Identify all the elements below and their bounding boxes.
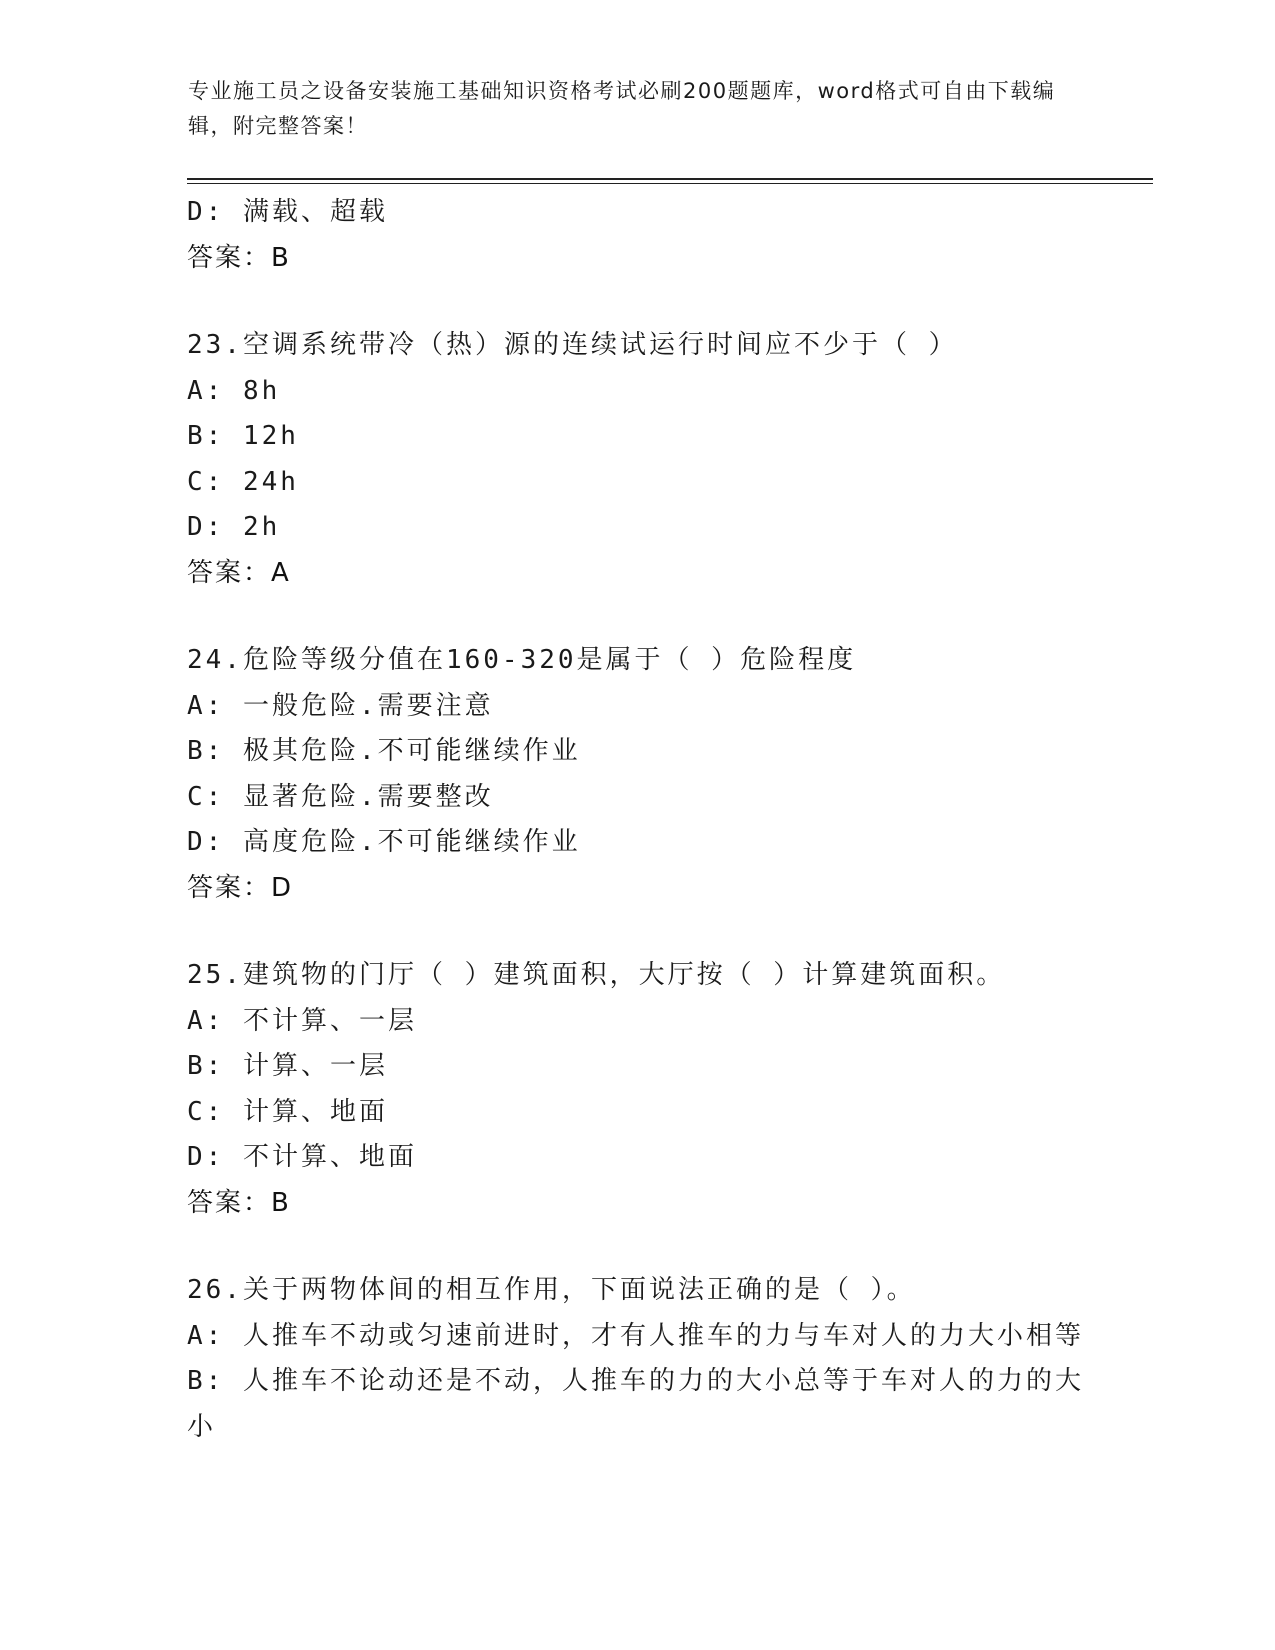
question-continued bbox=[187, 190, 1087, 281]
question-25 bbox=[187, 953, 1087, 1226]
option-b: B: 计算、一层 bbox=[187, 1051, 388, 1081]
header-title: 专业施工员之设备安装施工基础知识资格考试必刷200题题库，word格式可自由下载编辑，附完整答案！ bbox=[188, 79, 1056, 138]
option-c: C: 显著危险.需要整改 bbox=[187, 781, 494, 812]
question-24 bbox=[187, 638, 1087, 911]
answer-line: 答案：D bbox=[187, 872, 294, 903]
question-23 bbox=[187, 323, 1087, 596]
option-d: D: 2h bbox=[187, 512, 281, 542]
answer-line: 答案：B bbox=[187, 1187, 291, 1218]
option-b: B: 人推车不论动还是不动，人推车的力的大小总等于车对人的力的大小 bbox=[187, 1366, 1084, 1442]
option-d: D: 满载、超载 bbox=[187, 197, 388, 227]
option-d: D: 高度危险.不可能继续作业 bbox=[187, 827, 581, 857]
question-stem: 24.危险等级分值在160-320是属于（ ）危险程度 bbox=[187, 645, 857, 675]
answer-line: 答案：A bbox=[187, 557, 291, 588]
question-list bbox=[187, 190, 1087, 1450]
option-c: C: 计算、地面 bbox=[187, 1096, 388, 1127]
page-header bbox=[188, 74, 1068, 144]
option-b: B: 12h bbox=[187, 421, 299, 451]
option-a: A: 不计算、一层 bbox=[187, 1005, 417, 1036]
option-c: C: 24h bbox=[187, 466, 299, 497]
header-rule-thin bbox=[187, 183, 1153, 184]
option-b: B: 极其危险.不可能继续作业 bbox=[187, 736, 581, 766]
option-d: D: 不计算、地面 bbox=[187, 1142, 417, 1172]
answer-line: 答案：B bbox=[187, 242, 291, 273]
option-a: A: 8h bbox=[187, 375, 281, 406]
question-26 bbox=[187, 1268, 1087, 1450]
question-stem: 23.空调系统带冷（热）源的连续试运行时间应不少于（ ） bbox=[187, 330, 958, 360]
question-stem: 25.建筑物的门厅（ ）建筑面积，大厅按（ ）计算建筑面积。 bbox=[187, 960, 1006, 990]
header-rule-thick bbox=[187, 178, 1153, 180]
option-a: A: 人推车不动或匀速前进时，才有人推车的力与车对人的力大小相等 bbox=[187, 1320, 1084, 1351]
option-a: A: 一般危险.需要注意 bbox=[187, 690, 494, 721]
question-stem: 26.关于两物体间的相互作用，下面说法正确的是（ ）。 bbox=[187, 1275, 916, 1305]
